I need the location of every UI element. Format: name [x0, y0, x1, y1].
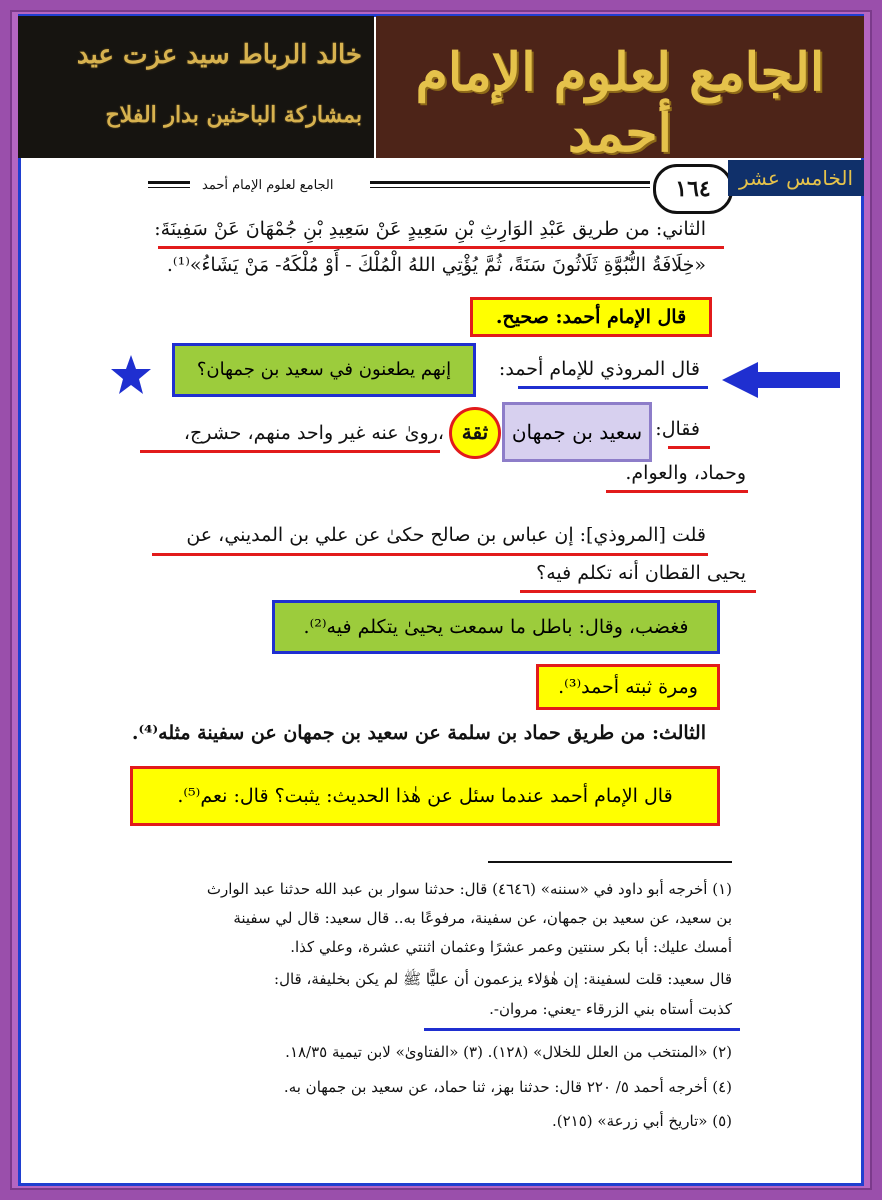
footnote-1-line-c: أمسك عليك: أبا بكر سنتين وعمر عشرًا وعثمان اثنتي عشرة، وعلي كذا. [290, 938, 732, 956]
line-hadith-text: «خِلَافَةُ النُّبُوَّةِ ثَلَاثُونَ سَنَةً، ثُمَّ يُؤْتِي اللهُ الْمُلْكَ - أَوْ مُلْكَهُ- مَنْ يَشَاءُ»⁽¹⁾. [166, 254, 706, 276]
underline-narrators-cont [606, 490, 748, 493]
highlight-box-thabbat: ومرة ثبته أحمد⁽³⁾. [536, 664, 720, 710]
footnote-1-line-a: (١) أخرجه أبو داود في «سننه» (٤٦٤٦) قال: حدثنا سوار بن عبد الله حدثنا عبد الوارث [206, 880, 732, 898]
volume-tag: الخامس عشر [728, 160, 864, 196]
arrow-left-icon [722, 362, 840, 398]
footnote-separator [488, 861, 732, 863]
line-narrators-cont: وحماد، والعوام. [625, 462, 746, 484]
header-rule-right-a [370, 181, 650, 184]
footnote-1-line-b: بن سعيد، عن سعيد بن جمهان، عن سفينة، مرفوعًا به.. قال سعيد: قال لي سفينة [233, 909, 732, 927]
underline-narrators [140, 450, 440, 453]
underline-faqala [668, 446, 710, 449]
page-number: ١٦٤ [653, 164, 733, 214]
highlight-box-refutation: فغضب، وقال: باطل ما سمعت يحيىٰ يتكلم فيه⁽²⁾. [272, 600, 720, 654]
underline-qattan [520, 590, 756, 593]
line-faqala: فقال: [655, 418, 700, 440]
banner-title-text: الجامع لعلوم الإمام أحمد [415, 42, 825, 164]
running-title: الجامع لعلوم الإمام أحمد [202, 178, 334, 193]
banner-authors-line2: بمشاركة الباحثين بدار الفلاح [105, 102, 362, 128]
underline-abbas [152, 553, 708, 556]
line-marwazi-asked: قال المروذي للإمام أحمد: [498, 358, 700, 380]
footnote-4: (٤) أخرجه أحمد ٥/ ٢٢٠ قال: حدثنا بهز، ثنا حماد، عن سعيد بن جمهان به. [283, 1078, 732, 1096]
highlight-box-name: سعيد بن جمهان [502, 402, 652, 462]
header-rule-left-a [148, 181, 190, 184]
footnote-5: (٥) «تاريخ أبي زرعة» (٢١٥). [551, 1112, 732, 1130]
footnote-1-line-e: كذبت أستاه بني الزرقاء -يعني: مروان-. [489, 1000, 732, 1018]
star-icon [110, 354, 152, 396]
line-second-chain: الثاني: من طريق عَبْدِ الوَارِثِ بْنِ سَعِيدٍ عَنْ سَعِيدِ بْنِ جُمْهَانَ عَنْ سَفِينَةَ: [154, 218, 706, 240]
banner-authors-line1: خالد الرباط سيد عزت عيد [76, 40, 362, 70]
line-third-chain: الثالث: من طريق حماد بن سلمة عن سعيد بن جمهان عن سفينة مثله⁽⁴⁾. [131, 722, 706, 744]
footnote-1-line-d: قال سعيد: قلت لسفينة: إن هٰؤلاء يزعمون أن عليًّا ﷺ لم يكن بخليفة، قال: [274, 970, 732, 988]
banner-authors [18, 16, 374, 158]
highlight-circle-thiqa: ثقة [449, 407, 501, 459]
highlight-box-yathbut: قال الإمام أحمد عندما سئل عن هٰذا الحديث: يثبت؟ قال: نعم⁽⁵⁾. [130, 766, 720, 826]
highlight-box-question: إنهم يطعنون في سعيد بن جمهان؟ [172, 343, 476, 397]
underline-footnote-1 [424, 1028, 740, 1031]
line-qattan: يحيى القطان أنه تكلم فيه؟ [536, 562, 746, 584]
line-narrators: ،روىٰ عنه غير واحد منهم، حشرج، [183, 422, 444, 444]
underline-chain [158, 246, 724, 249]
banner-title [376, 16, 864, 164]
footnote-2-3: (٢) «المنتخب من العلل للخلال» (١٢٨). (٣) «الفتاوىٰ» لابن تيمية ١٨/٣٥. [285, 1043, 732, 1061]
underline-marwazi [518, 386, 708, 389]
header-rule-left-b [148, 187, 190, 188]
header-rule-right-b [370, 187, 650, 188]
line-abbas: قلت [المروذي]: إن عباس بن صالح حكىٰ عن علي بن المديني، عن [186, 524, 706, 546]
highlight-box-sahih: قال الإمام أحمد: صحيح. [470, 297, 712, 337]
